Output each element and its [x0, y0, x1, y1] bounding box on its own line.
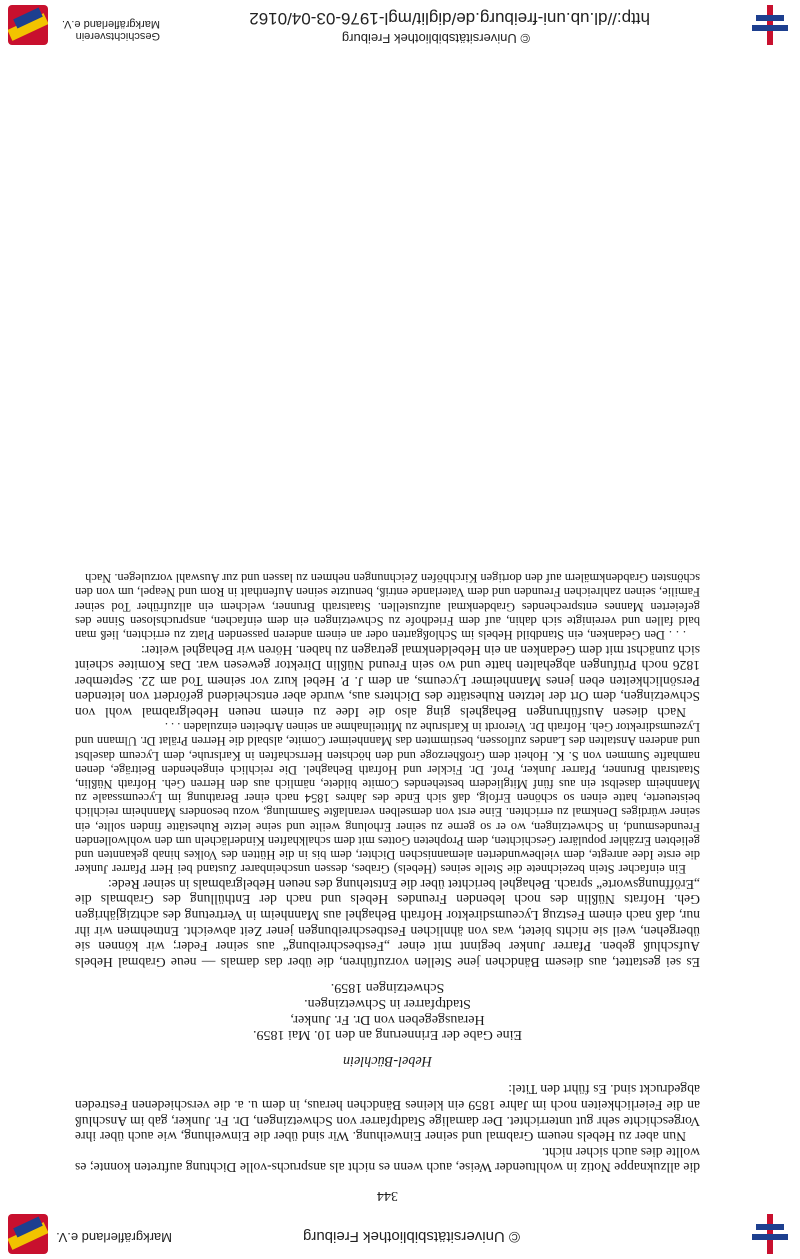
paragraph: Es sei gestattet, aus diesem Bändchen jene Stellen vorzuführen, die über das damals — neue Grabmal Hebels Aufschluß geben. Pfarrer Junker beginnt mit einer „Festbeschreibung“ aus seiner Feder; wir können sie übergehen, weil sie nichts bietet, was von ähnlichen Festbeschreibungen jener Zeit abweicht. Entnehmen wir ihr nur, daß nach einem Festzug Lyceumsdirektor Hofrath Behaghel aus Mannheim in Vertretung des achtzigjährigen Geh. Hofrats Nüßlin des noch lebenden Freundes Hebels und nach der Enthüllung des Grabmals die „Eröffnungsworte“ sprach. Behaghel berichtet über die Entstehung des neuen Hebelgrabmals in seiner Rede: [75, 876, 700, 970]
quotation: . . . Den Gedanken, ein Standbild Hebels im Schloßgarten oder an einem anderen passenden Platz zu errichten, ließ man bald fallen und vereinigte sich dahin, auf dem Friedhofe zu Schwetzingen ein dem einfachen, anspruchslosen Sinne des gefeierten Mannes entsprechendes Grabdenkmal aufzustellen. Staatsrath Brunner, welchem ein allzufrüher Tod seiner Familie, seinen zahlreichen Freunden und dem Vaterlande entriß, benutzte seinen Aufenthalt in Rom und Neapel, um von den schönsten Grabdenkmälern auf den dortigen Kirchhöfen Zeichnungen nehmen zu lassen und zur Auswahl vorzulegen. Nach [75, 571, 700, 643]
ub-freiburg-logo-icon [752, 5, 788, 45]
paragraph: Nach diesen Ausführungen Behaghels ging also die Idee zu einem neuen Hebelgrabmal wohl von Schwetzingen, dem Ort der letzten Ruhestätte des Dichters aus, wurde aber entscheidend gefördert von leitenden Persönlichkeiten eben jenes Mannheimer Lyceums, an dem J. P. Hebel kurz vor seinem Tod am 22. September 1826 noch Prüfungen abgehalten hatte und wo sein Freund Nüßlin Direktor gewesen war. Das Komitee scheint sich zunächst mit dem Gedanken an ein Hebeldenkmal getragen zu haben. Hören wir Behaghel weiter: [75, 642, 700, 721]
title-line: Herausgegeben von Dr. Fr. Junker, [290, 1011, 485, 1027]
header-ub-copyright: © Universitätsbibliothek Freiburg [341, 31, 530, 46]
paragraph: Nun aber zu Hebels neuem Grabmal und seiner Einweihung. Wir sind über die Einweihung, wie auch über ihre Vorgeschichte sehr gut unterrichtet. Der damalige Stadtpfarrer von Schwetzingen, Dr. Fr. Junker, gab im Anschluß an die Feierlichkeiten noch im Jahre 1859 ein kleines Bändchen heraus, in dem u. a. die verschiedenen Festreden abgedruckt sind. Es führt den Titel: [75, 1082, 700, 1145]
society-name [60, 18, 160, 42]
ub-freiburg-logo-icon [752, 1214, 788, 1254]
quotation: Ein einfacher Stein bezeichnete die Stelle seines (Hebels) Grabes, dessen unscheinbarer Zustand bei Herr Pfarrer Junker die erste Idee anregte, dem vielbewunderten alemannischen Dichter, dem bis in die Hütten des Volkes hinab gekannten und geliebten Erzähler populärer Geschichten, dem Propheten Gottes mit dem schalkhaften Kinderlächeln um den wohlwollenden Freundesmund, in Schwetzingen, wo er so gerne zu seiner Erholung weilte und seine letzte Ruhestätte finden sollte, ein seiner würdiges Denkmal zu errichten. Eine erst von demselben veranlaßte Sammlung, wozu besonders Mannheim reichlich beisteuerte, hatte einen so schönen Erfolg, daß sich Ende des Jahres 1854 nach einer Berathung im Lyceumssaale zu Mannheim daselbst ein aus fünf Mitgliedern bestehendes Comite bildete, nämlich aus den Herren Geh. Hofrath Nüßlin, Staatsrath Brunner, Pfarrer Junker, Prof. Dr. Fickler und Hofrath Behaghel. Die reichlich eingehenden Beiträge, denen namhafte Summen von S. K. Hoheit dem Großherzoge und den höchsten Herrschaften in Karlsruhe, dem Lyceum daselbst und anderen Anstalten des Landes zuflossen, bestimmten das Mannheimer Comite, alsbald die Herren Prälat Dr. Ulmann und Lyzeumsdirektor Geh. Hofrath Dr. Vierordt in Karlsruhe zu Mitteilnahme an seinen Arbeiten einzuladen . . . [75, 720, 700, 877]
society-crest-icon [8, 1214, 48, 1254]
book-title: Hebel-Büchlein [342, 1052, 433, 1069]
title-line: Stadtpfarrer in Schwetzingen. [304, 996, 471, 1012]
header-strip [0, 0, 800, 50]
society-crest-icon [8, 5, 48, 45]
society-name-line: Geschichtsverein [75, 30, 160, 42]
footer-ub-copyright: © Universitätsbibliothek Freiburg [303, 1228, 520, 1245]
footer-strip [0, 1209, 800, 1259]
paragraph: die allzuknappe Notiz in wohltuender Weise, auch wenn es nicht als anspruchs-volle Dichtung auftreten konnte; es wollte dies auch sicher nicht. [75, 1144, 700, 1176]
document-url-link[interactable]: http://dl.ub.uni-freiburg.de/diglit/mgl-1976-03-04/0162 [249, 9, 650, 28]
title-line: Schwetzingen 1859. [330, 980, 445, 996]
title-line: Eine Gabe der Erinnerung an den 10. Mai 1859. [252, 1027, 523, 1043]
footer-society-name: Markgräflerland e.V. [56, 1230, 172, 1245]
page-number: 344 [377, 1188, 398, 1203]
society-name-line: Markgräflerland e.V. [61, 18, 160, 30]
document-body [75, 571, 700, 1203]
